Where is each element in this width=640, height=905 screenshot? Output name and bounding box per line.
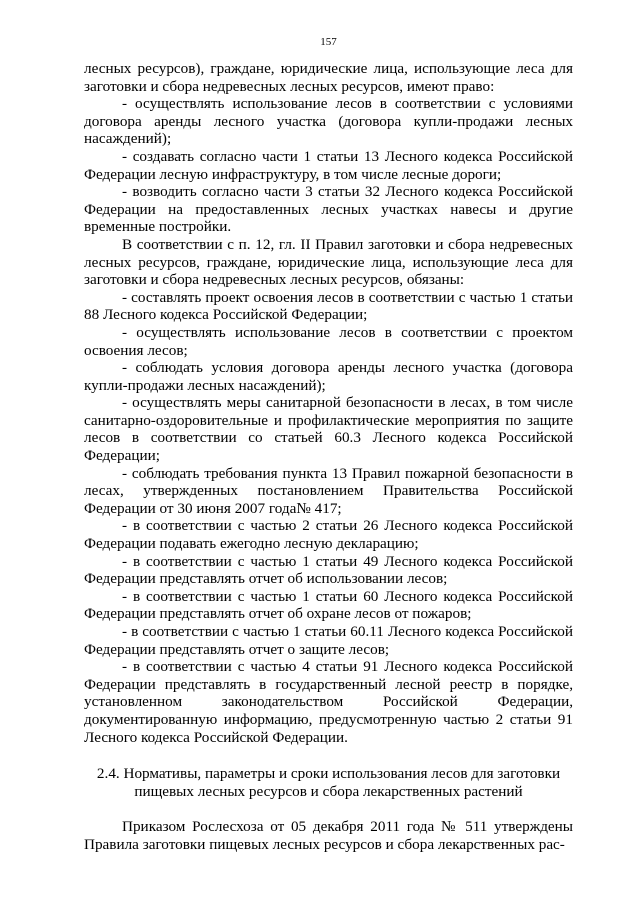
paragraph: В соответствии с п. 12, гл. II Правил заготовки и сбора недревесных лесных ресурсов, граждане, юридические лица, использующие леса для заготовки и сбора недревесных лесных ресурсов, обязаны: bbox=[84, 235, 573, 289]
document-body bbox=[84, 60, 573, 854]
page-number: 157 bbox=[320, 36, 337, 48]
list-item: - в соответствии с частью 1 статьи 49 Лесного кодекса Российской Федерации представлять отчет об использовании лесов; bbox=[84, 552, 573, 588]
section-heading bbox=[84, 765, 573, 800]
list-item: - возводить согласно части 3 статьи 32 Лесного кодекса Российской Федерации на предоставленных лесных участках навесы и другие временные постройки. bbox=[84, 183, 573, 236]
list-item: - соблюдать условия договора аренды лесного участка (договора купли-продажи лесных насаждений); bbox=[84, 359, 573, 394]
paragraph: Приказом Рослесхоза от 05 декабря 2011 года № 511 утверждены Правила заготовки пищевых лесных ресурсов и сбора лекарственных рас- bbox=[84, 818, 573, 853]
section-heading-line: пищевых лесных ресурсов и сбора лекарственных растений bbox=[134, 782, 523, 800]
list-item: - в соответствии с частью 4 статьи 91 Лесного кодекса Российской Федерации представлять в государственный лесной реестр в порядке, установленном законодательством Российской Федерации, документированную информацию, предусмотренную частью 2 статьи 91 Лесного кодекса Российской Федерации. bbox=[84, 658, 573, 746]
paragraph: лесных ресурсов), граждане, юридические лица, использующие леса для заготовки и сбора недревесных лесных ресурсов, имеют право: bbox=[84, 60, 573, 95]
list-item: - в соответствии с частью 1 статьи 60.11 Лесного кодекса Российской Федерации представлять отчет о защите лесов; bbox=[84, 623, 573, 658]
list-item: - соблюдать требования пункта 13 Правил пожарной безопасности в лесах, утвержденных постановлением Правительства Российской Федерации от 30 июня 2007 года№ 417; bbox=[84, 464, 573, 517]
list-item: - осуществлять использование лесов в соответствии с проектом освоения лесов; bbox=[84, 323, 573, 359]
section-heading-line: 2.4. Нормативы, параметры и сроки использования лесов для заготовки bbox=[96, 765, 561, 783]
list-item: - осуществлять использование лесов в соответствии с условиями договора аренды лесного участка (договора купли-продажи лесных насаждений); bbox=[84, 95, 573, 148]
list-item: - в соответствии с частью 2 статьи 26 Лесного кодекса Российской Федерации подавать ежегодно лесную декларацию; bbox=[84, 517, 573, 553]
list-item: - в соответствии с частью 1 статьи 60 Лесного кодекса Российской Федерации представлять отчет об охране лесов от пожаров; bbox=[84, 587, 573, 623]
list-item: - осуществлять меры санитарной безопасности в лесах, в том числе санитарно-оздоровительные и профилактические мероприятия по защите лесов в соответствии со статьей 60.3 Лесного кодекса Российской Федерации; bbox=[84, 394, 573, 465]
list-item: - составлять проект освоения лесов в соответствии с частью 1 статьи 88 Лесного кодекса Российской Федерации; bbox=[84, 288, 573, 324]
list-item: - создавать согласно части 1 статьи 13 Лесного кодекса Российской Федерации лесную инфраструктуру, в том числе лесные дороги; bbox=[84, 147, 573, 183]
